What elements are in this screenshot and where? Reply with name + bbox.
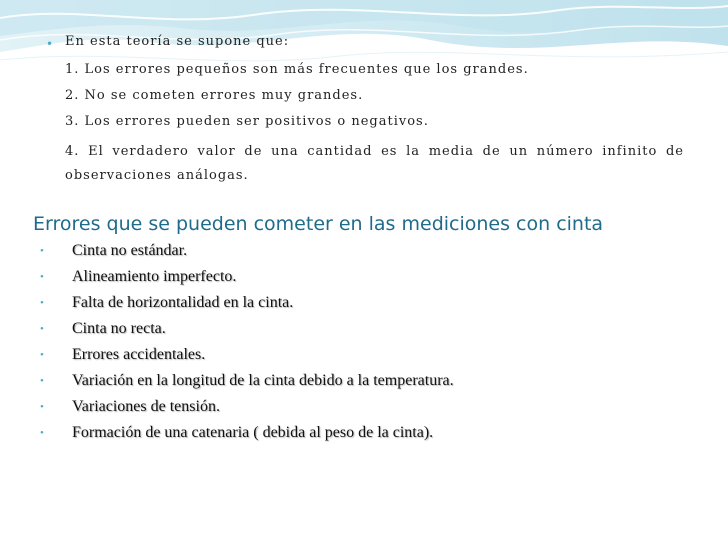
list-item-label: Falta de horizontalidad en la cinta.	[72, 294, 294, 311]
bullet-icon: •	[40, 323, 44, 335]
intro-lead-text: En esta teoría se supone que:	[65, 34, 290, 49]
list-item-label: Formación de una catenaria ( debida al peso de la cinta).	[72, 424, 434, 441]
bullet-icon: •	[40, 375, 44, 387]
intro-bullet-icon: •	[46, 37, 54, 51]
intro-point-4: 4. El verdadero valor de una cantidad es la media de un número infinito de observaciones análogas.	[65, 144, 684, 183]
bullet-icon: •	[40, 349, 44, 361]
section-heading: Errores que se pueden cometer en las mediciones con cinta	[33, 213, 604, 235]
list-item-label: Alineamiento imperfecto.	[72, 268, 237, 285]
list-item-label: Variaciones de tensión.	[72, 398, 220, 415]
intro-point-3: 3. Los errores pueden ser positivos o negativos.	[65, 114, 429, 129]
intro-point-2: 2. No se cometen errores muy grandes.	[65, 88, 364, 103]
intro-point-1: 1. Los errores pequeños son más frecuentes que los grandes.	[65, 62, 529, 77]
bullet-icon: •	[40, 401, 44, 413]
list-item-label: Cinta no recta.	[72, 320, 166, 337]
bullet-icon: •	[40, 271, 44, 283]
list-item-label: Errores accidentales.	[72, 346, 206, 363]
list-item-label: Cinta no estándar.	[72, 242, 188, 259]
list-item-label: Variación en la longitud de la cinta debido a la temperatura.	[72, 372, 454, 389]
bullet-icon: •	[40, 245, 44, 257]
bullet-icon: •	[40, 297, 44, 309]
bullet-icon: •	[40, 427, 44, 439]
